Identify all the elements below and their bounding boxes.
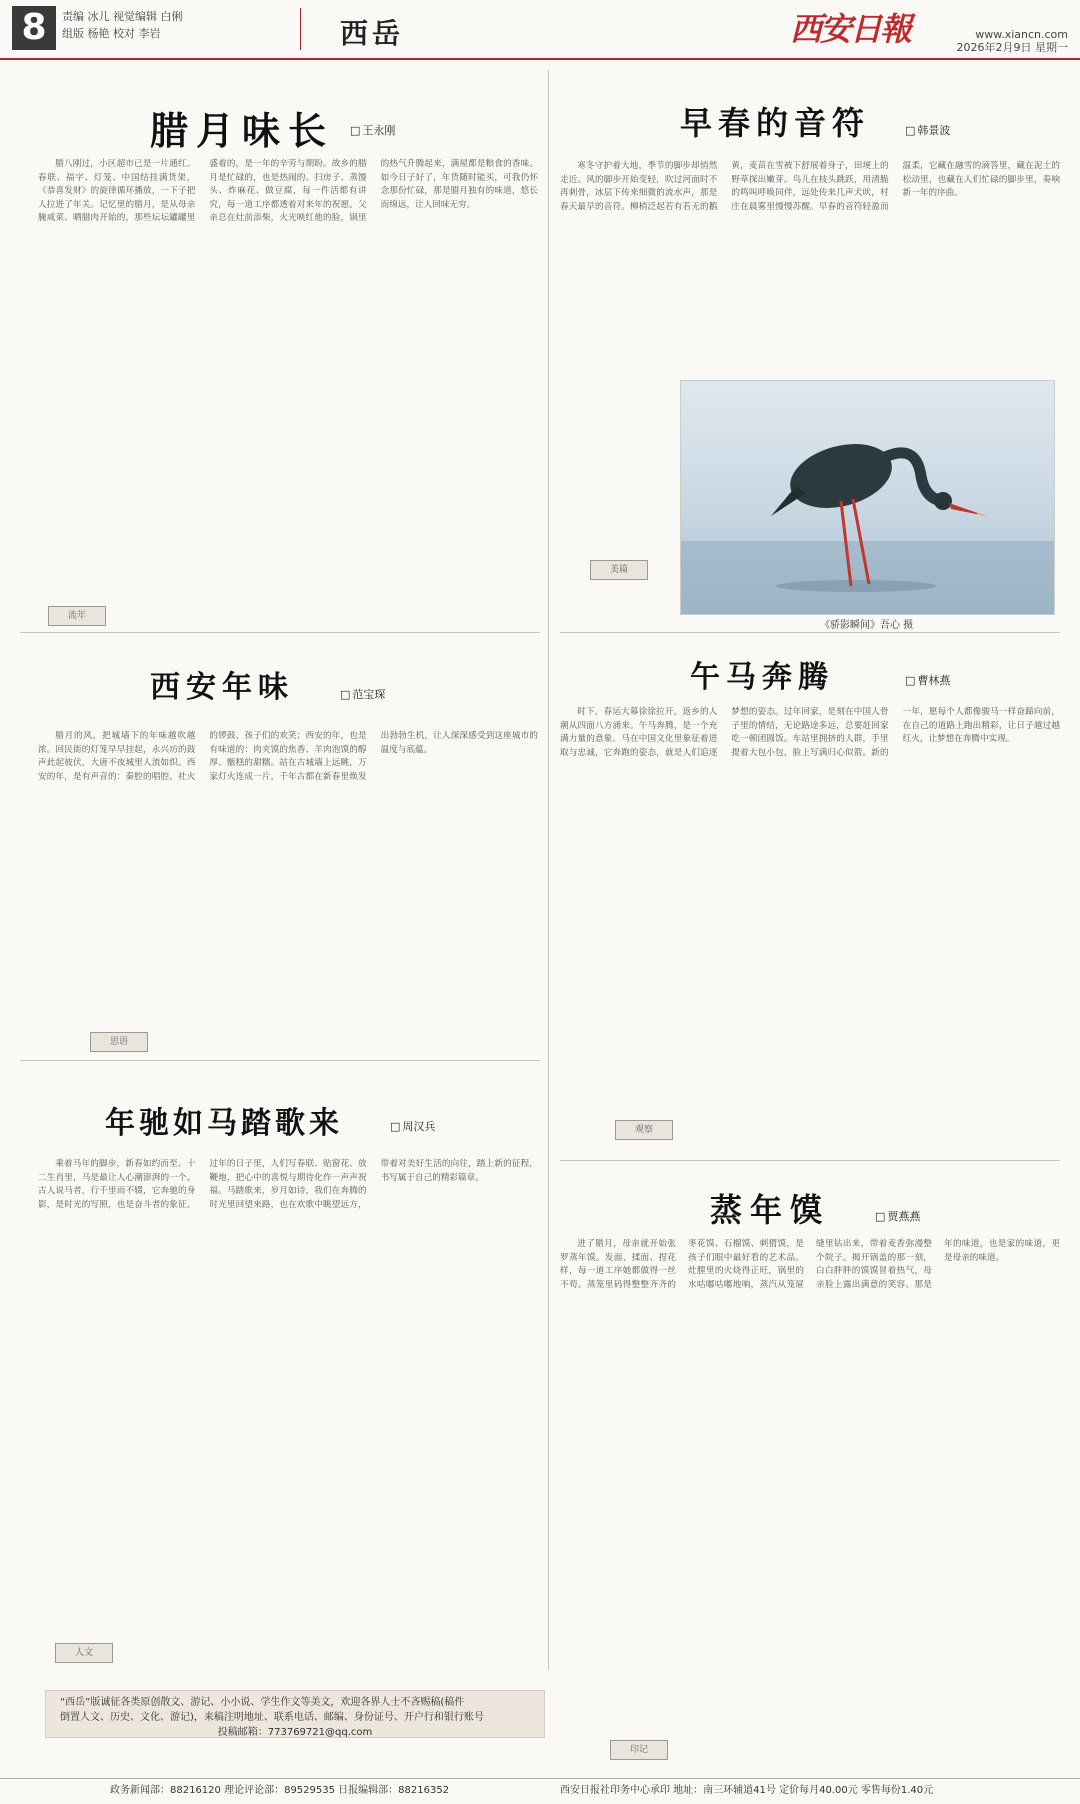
footer-printer-info: 西安日报社印务中心承印 地址：南三环辅道41号 定价每月40.00元 零售每份1.40元 — [560, 1785, 934, 1796]
article-author-wuma: □ 曹林燕 — [905, 672, 950, 688]
divider-left-2 — [20, 1060, 540, 1061]
article-text-nianchi: 乘着马年的脚步，新春如约而至。十二生肖里，马是最让人心潮澎湃的一个。古人说马者，行千里而不辍，它奔驰的身影，是时光的写照，也是奋斗者的象征。过年的日子里，人们写春联、贴窗花、放鞭炮，把心中的喜悦与期待化作一声声祝福。马踏歌来，岁月如诗，我们在奔腾的时光里回望来路，也在欢歌中眺望远方，带着对美好生活的向往，踏上新的征程，书写属于自己的精彩篇章。 — [38, 1159, 538, 1210]
article-body-wuma — [560, 706, 1060, 1116]
submission-notice — [45, 1690, 545, 1738]
article-body-nianchi — [38, 1158, 538, 1638]
photo-caption: 《骄影瞬间》吾心 摄 — [820, 620, 914, 631]
page-footer — [0, 1778, 1080, 1804]
newspaper-logo: 西安日報 — [790, 10, 911, 48]
article-body-zhengnianmo — [560, 1238, 1060, 1738]
submission-email[interactable]: 投稿邮箱：773769721@qq.com — [217, 1727, 373, 1738]
page-header — [0, 0, 1080, 60]
divider-left-1 — [20, 632, 540, 633]
stamp-nianchi: 人文 — [55, 1643, 113, 1663]
article-author-lawei: □ 王永刚 — [350, 122, 395, 138]
editor-credits — [62, 8, 183, 42]
submission-line-2: 倒置人文、历史、文化、游记)，来稿注明地址、联系电话、邮编、身份证号、开户行和银行账号 — [60, 1712, 484, 1723]
article-body-zaochun-top — [560, 160, 1060, 370]
article-body-lawei — [38, 158, 538, 598]
divider-right-2 — [560, 1160, 1060, 1161]
stamp-xian: 思语 — [90, 1032, 148, 1052]
article-title-lawei: 腊月味长 — [150, 108, 335, 153]
article-title-zaochun: 早春的音符 — [680, 104, 871, 142]
stamp-lawei: 流年 — [48, 606, 106, 626]
article-title-wuma: 午马奔腾 — [690, 660, 834, 695]
article-author-zaochun: □ 韩景波 — [905, 122, 950, 138]
article-author-xian: □ 范宝琛 — [340, 686, 385, 702]
stamp-zaochun: 美篇 — [590, 560, 648, 580]
site-and-date — [957, 28, 1069, 54]
heron-photo — [680, 380, 1055, 615]
stamp-zhengnianmo: 印记 — [610, 1740, 668, 1760]
article-author-zhengnianmo: □ 贾燕燕 — [875, 1208, 920, 1224]
footer-phone-numbers: 政务新闻部：88216120 理论评论部：89529535 日报编辑部：88216352 — [110, 1785, 450, 1796]
editors-line-1: 责编 冰儿 视觉编辑 白俐 — [62, 10, 183, 23]
article-author-nianchi: □ 周汉兵 — [390, 1118, 435, 1134]
article-text-zhengnianmo: 进了腊月，母亲就开始张罗蒸年馍。发面、揉面、捏花样，每一道工序她都做得一丝不苟。蒸笼里码得整整齐齐的枣花馍、石榴馍、刺猬馍，是孩子们眼中最好看的艺术品。灶膛里的火烧得正旺，锅里的水咕嘟咕嘟地响，蒸汽从笼屉缝里钻出来，带着麦香弥漫整个院子。揭开锅盖的那一刻，白白胖胖的馍馍冒着热气，母亲脸上露出满意的笑容。那是年的味道，也是家的味道，更是母亲的味道。 — [560, 1239, 1060, 1290]
website-url[interactable]: www.xiancn.com — [975, 28, 1068, 41]
article-text-zaochun: 寒冬守护着大地，季节的脚步却悄然走近。风的脚步开始变轻，吹过河面时不再刺骨，冰层下传来细微的流水声，那是春天最早的音符。柳梢泛起若有若无的鹅黄，麦苗在雪被下舒展着身子，田埂上的野草探出嫩芽。鸟儿在枝头跳跃，用清脆的鸣叫呼唤同伴，远处传来几声犬吠，村庄在晨雾里慢慢苏醒。早春的音符轻盈而温柔，它藏在融雪的滴答里，藏在泥土的松动里，也藏在人们忙碌的脚步里，奏响新一年的序曲。 — [560, 161, 1060, 212]
article-text-lawei: 腊八刚过，小区超市已是一片通红。春联、福字、灯笼、中国结挂满货架，《恭喜发财》的旋律循环播放，一下子把人拉进了年关。记忆里的腊月，是从母亲腌咸菜、晒腊肉开始的，那些坛坛罐罐里盛着的，是一年的辛劳与期盼。故乡的腊月是忙碌的，也是热闹的。扫房子、蒸馒头、炸麻花、做豆腐，每一件活都有讲究，每一道工序都透着对来年的祝愿。父亲总在灶前添柴，火光映红他的脸，锅里的热气升腾起来，满屋都是粮食的香味。如今日子好了，年货随时能买，可我仍怀念那份忙碌，那是腊月独有的味道，悠长而绵远，让人回味无穷。 — [38, 159, 538, 224]
editors-line-2: 组版 杨艳 校对 李岩 — [62, 27, 161, 40]
article-text-xian: 腊月的风，把城墙下的年味越吹越浓。回民街的灯笼早早挂起，永兴坊的鼓声此起彼伏，大唐不夜城里人流如织。西安的年，是有声音的：秦腔的唱腔、社火的锣鼓、孩子们的欢笑；西安的年，也是有味道的：肉夹馍的焦香、羊肉泡馍的醇厚、甑糕的甜糯。站在古城墙上远眺，万家灯火连成一片，千年古都在新春里焕发出勃勃生机，让人深深感受到这座城市的温度与底蕴。 — [38, 731, 538, 782]
section-name: 西岳 — [340, 17, 405, 50]
article-text-wuma: 时下，春运大幕徐徐拉开，返乡的人潮从四面八方涌来。午马奔腾，是一个充满力量的意象。马在中国文化里象征着进取与忠诚，它奔跑的姿态，就是人们追逐梦想的姿态。过年回家，是刻在中国人骨子里的情结，无论路途多远，总要赶回家吃一顿团圆饭。车站里拥挤的人群，手里提着大包小包，脸上写满归心似箭。新的一年，愿每个人都像骏马一样奋蹄向前，在自己的道路上跑出精彩，让日子越过越红火，让梦想在奔腾中实现。 — [560, 707, 1060, 758]
stamp-wuma: 观察 — [615, 1120, 673, 1140]
article-body-xian — [38, 730, 538, 1030]
submission-line-1: “西岳”版诚征各类原创散文、游记、小小说、学生作文等美文，欢迎各界人士不吝赐稿(稿件 — [60, 1697, 465, 1708]
heron-illustration — [681, 381, 1054, 614]
column-divider-vertical — [548, 70, 549, 1670]
article-title-nianchi: 年驰如马踏歌来 — [105, 1106, 343, 1141]
issue-date: 2026年2月9日 星期一 — [956, 41, 1068, 54]
article-title-xian: 西安年味 — [150, 670, 294, 705]
divider-right-1 — [560, 632, 1060, 633]
page-number: 8 — [12, 6, 56, 50]
article-title-zhengnianmo: 蒸年馍 — [710, 1191, 831, 1229]
